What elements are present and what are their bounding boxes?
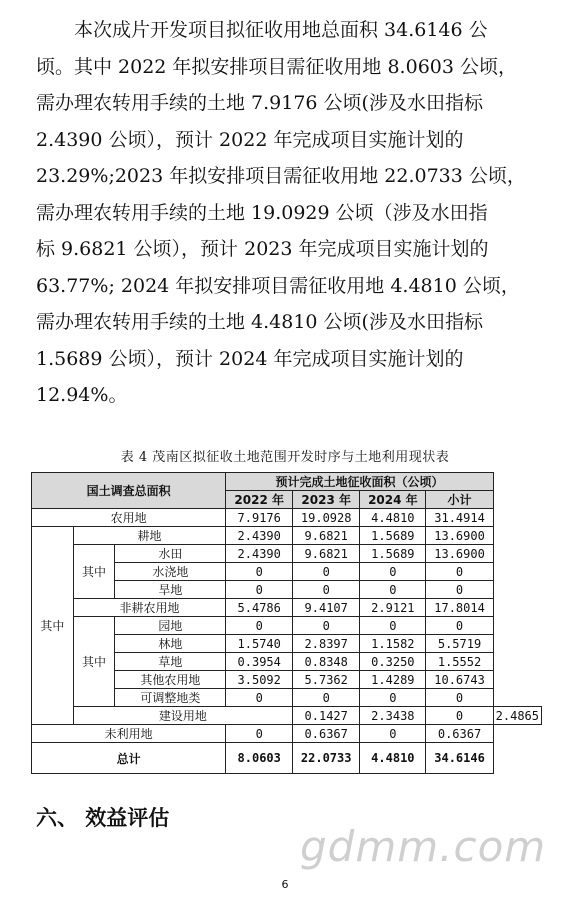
cell-value: 2.8397 (293, 635, 360, 653)
cell-value: 4.4810 (360, 509, 426, 527)
table-row (32, 527, 542, 545)
row-label: 水浇地 (115, 563, 226, 581)
row-label: 农用地 (32, 509, 226, 527)
row-label: 其他农用地 (115, 671, 226, 689)
cell-value: 0.1427 (293, 707, 360, 725)
cell-value: 7.9176 (226, 509, 293, 527)
cell-value: 22.0733 (293, 743, 360, 774)
table-row (32, 545, 542, 563)
cell-value: 2.4390 (226, 545, 293, 563)
cell-value: 0 (226, 563, 293, 581)
paragraph-line: 需办理农转用手续的土地 4.4810 公顷(涉及水田指标 (36, 311, 483, 333)
cell-value: 1.5689 (360, 527, 426, 545)
cell-value: 4.4810 (360, 743, 426, 774)
cell-value: 2.4865 (493, 707, 541, 725)
year-header: 小计 (426, 491, 493, 509)
row-label: 耕地 (73, 527, 226, 545)
cell-value: 0.8348 (293, 653, 360, 671)
row-label: 非耕农用地 (73, 599, 226, 617)
cell-value: 0 (360, 725, 426, 743)
cell-value: 0 (426, 689, 493, 707)
cell-value: 9.6821 (293, 527, 360, 545)
cell-value: 0 (360, 563, 426, 581)
row-label: 建设用地 (73, 707, 292, 725)
header-survey-area: 国土调查总面积 (32, 473, 226, 509)
cell-value: 1.5740 (226, 635, 293, 653)
table-header-row (32, 473, 542, 491)
cell-value: 0 (360, 689, 426, 707)
cell-value: 0 (293, 617, 360, 635)
paragraph-line: 标 9.6821 公顷），预计 2023 年完成项目实施计划的 (36, 238, 489, 260)
cell-value: 2.9121 (360, 599, 426, 617)
row-label: 可调整地类 (115, 689, 226, 707)
cell-value: 19.0928 (293, 509, 360, 527)
group-label-inner: 其中 (73, 545, 115, 599)
cell-value: 0 (226, 689, 293, 707)
row-label: 林地 (115, 635, 226, 653)
year-header: 2024 年 (360, 491, 426, 509)
row-label: 未利用地 (32, 725, 226, 743)
section-heading: 六、 效益评估 (36, 805, 170, 830)
page-number: 6 (281, 878, 289, 891)
table-caption: 表 4 茂南区拟征收土地范围开发时序与土地利用现状表 (120, 450, 450, 465)
cell-value: 0 (293, 581, 360, 599)
paragraph-line: 需办理农转用手续的土地 19.0929 公顷（涉及水田指 (36, 201, 488, 224)
paragraph-line: 2.4390 公顷），预计 2022 年完成项目实施计划的 (36, 128, 464, 151)
cell-value: 1.5689 (360, 545, 426, 563)
paragraph-line: 23.29%;2023 年拟安排项目需征收用地 22.0733 公顷， (36, 165, 526, 187)
paragraph-line: 需办理农转用手续的土地 7.9176 公顷(涉及水田指标 (36, 92, 483, 114)
cell-value: 5.4786 (226, 599, 293, 617)
cell-value: 8.0603 (226, 743, 293, 774)
cell-value: 5.7362 (293, 671, 360, 689)
paragraph-line: 1.5689 公顷），预计 2024 年完成项目实施计划的 (36, 347, 464, 370)
cell-value: 0 (360, 617, 426, 635)
cell-value: 0 (426, 563, 493, 581)
cell-value: 31.4914 (426, 509, 493, 527)
group-label-inner: 其中 (73, 617, 115, 707)
year-header: 2023 年 (293, 491, 360, 509)
table-row (32, 707, 542, 725)
cell-value: 9.6821 (293, 545, 360, 563)
cell-value: 13.6900 (426, 527, 493, 545)
cell-value: 1.4289 (360, 671, 426, 689)
cell-value: 0.3954 (226, 653, 293, 671)
cell-value: 2.3438 (360, 707, 426, 725)
cell-value: 0 (293, 563, 360, 581)
table-row (32, 617, 542, 635)
cell-value: 13.6900 (426, 545, 493, 563)
header-expected-area: 预计完成土地征收面积（公顷） (226, 473, 493, 491)
body-paragraph (36, 12, 544, 414)
table-total-row (32, 743, 542, 774)
cell-value: 0 (293, 689, 360, 707)
paragraph-line: 顷。其中 2022 年拟安排项目需征收用地 8.0603 公顷， (36, 55, 517, 78)
table-row (32, 599, 542, 617)
cell-value: 17.8014 (426, 599, 493, 617)
cell-value: 0 (426, 707, 493, 725)
cell-value: 2.4390 (226, 527, 293, 545)
watermark: gdmm.com (300, 822, 547, 871)
row-label: 水田 (115, 545, 226, 563)
paragraph-line: 12.94%。 (36, 384, 128, 406)
row-label: 草地 (115, 653, 226, 671)
cell-value: 3.5092 (226, 671, 293, 689)
cell-value: 0.3250 (360, 653, 426, 671)
cell-value: 0 (226, 581, 293, 599)
table-row (32, 509, 542, 527)
paragraph-line: 63.77%; 2024 年拟安排项目需征收用地 4.4810 公顷， (36, 274, 520, 297)
cell-value: 0 (226, 617, 293, 635)
group-label-outer: 其中 (32, 527, 74, 725)
row-label: 总计 (32, 743, 226, 774)
cell-value: 9.4107 (293, 599, 360, 617)
cell-value: 1.5552 (426, 653, 493, 671)
cell-value: 0 (426, 617, 493, 635)
year-header: 2022 年 (226, 491, 293, 509)
cell-value: 0 (226, 725, 293, 743)
paragraph-line: 本次成片开发项目拟征收用地总面积 34.6146 公 (74, 19, 488, 41)
table-row (32, 725, 542, 743)
row-label: 旱地 (115, 581, 226, 599)
cell-value: 34.6146 (426, 743, 493, 774)
cell-value: 0 (360, 581, 426, 599)
cell-value: 0 (426, 581, 493, 599)
cell-value: 0.6367 (426, 725, 493, 743)
land-use-table (31, 472, 542, 774)
cell-value: 5.5719 (426, 635, 493, 653)
cell-value: 10.6743 (426, 671, 493, 689)
cell-value: 0.6367 (293, 725, 360, 743)
row-label: 园地 (115, 617, 226, 635)
cell-value: 1.1582 (360, 635, 426, 653)
